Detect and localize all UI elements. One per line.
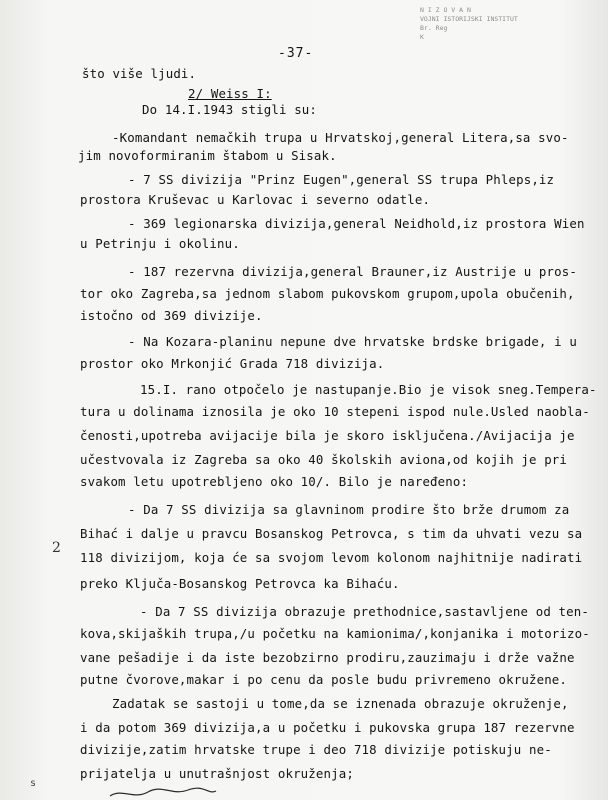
- text-line: putne čvorove,makar i po cenu da posle budu privremeno okružene.: [80, 672, 568, 687]
- text-line: - Da 7 SS divizija sa glavninom prodire što brže drumom za: [128, 502, 570, 517]
- text-line: divizije,zatim hrvatske trupe i deo 718 divizije potiskuju ne-: [80, 742, 552, 757]
- text-line: istočno od 369 divizije.: [80, 308, 263, 323]
- stamp-line-3: Br. Reg: [420, 24, 448, 32]
- archive-stamp: [420, 6, 560, 66]
- text-line: čenosti,upotreba avijacije bila je skoro isključena./Avijacija je: [80, 428, 575, 443]
- stamp-line-1: N I Z O V A N: [420, 6, 471, 14]
- text-line: - Na Kozara-planinu nepune dve hrvatske brdske brigade, i u: [128, 334, 577, 349]
- text-line: svakom letu upotrebljeno oko 10/. Bilo je naređeno:: [80, 474, 469, 489]
- margin-annotation: 2: [52, 540, 61, 556]
- handwritten-scrawl: [108, 786, 218, 800]
- text-line: tura u dolinama iznosila je oko 10 stepeni ispod nule.Usled naobla-: [80, 404, 590, 419]
- text-line: - Da 7 SS divizija obrazuje prethodnice,sastavljene od ten-: [140, 604, 589, 619]
- text-line: jim novoformiranim štabom u Sisak.: [78, 148, 337, 163]
- text-line: prostor oko Mrkonjić Grada 718 divizija.: [80, 356, 385, 371]
- stamp-line-2: VOJNI ISTORIJSKI INSTITUT: [420, 15, 518, 23]
- text-line: što više ljudi.: [82, 66, 197, 81]
- section-heading: 2/ Weiss I:: [188, 86, 272, 101]
- edge-annotation: s: [30, 778, 37, 789]
- text-line: vane pešadije i da iste bezobzirno prodiru,zauzimaju i drže važne: [80, 650, 575, 665]
- text-line: preko Ključa-Bosanskog Petrovca ka Bihaću.: [80, 576, 400, 591]
- text-line: Bihać i dalje u pravcu Bosanskog Petrovca, s tim da uhvati vezu sa: [80, 526, 583, 541]
- text-line: učestvovala iz Zagreba sa oko 40 školskih aviona,od kojih je pri: [80, 452, 568, 467]
- text-line: prostora Kruševac u Karlovac i severno odatle.: [80, 192, 431, 207]
- text-line: 118 divizijom, koja će sa svojom levom kolonom najhitnije nadirati: [80, 550, 583, 565]
- text-line: Zadatak se sastoji u tome,da se iznenada obrazuje okruženje,: [112, 696, 569, 711]
- text-line: -Komandant nemačkih trupa u Hrvatskoj,general Litera,sa svo-: [112, 130, 569, 145]
- text-line: - 187 rezervna divizija,general Brauner,iz Austrije u pros-: [128, 264, 577, 279]
- text-line: u Petrinju i okolinu.: [80, 236, 240, 251]
- text-line: prijatelja u unutrašnjost okruženja;: [80, 766, 354, 781]
- text-line: kova,skijaških trupa,/u početku na kamionima/,konjanika i motorizo-: [80, 626, 590, 641]
- text-line: Do 14.I.1943 stigli su:: [142, 102, 318, 117]
- text-line: - 369 legionarska divizija,general Neidhold,iz prostora Wien: [128, 216, 585, 231]
- text-line: tor oko Zagreba,sa jednom slabom pukovskom grupom,upola obučenih,: [80, 286, 575, 301]
- text-line: - 7 SS divizija "Prinz Eugen",general SS trupa Phleps,iz: [128, 172, 555, 187]
- stamp-line-4: K: [420, 33, 424, 41]
- page-number: -37-: [278, 46, 314, 61]
- text-line: i da potom 369 divizija,a u početku i pukovska grupa 187 rezervne: [80, 720, 575, 735]
- text-line: 15.I. rano otpočelo je nastupanje.Bio je visok sneg.Tempera-: [140, 382, 597, 397]
